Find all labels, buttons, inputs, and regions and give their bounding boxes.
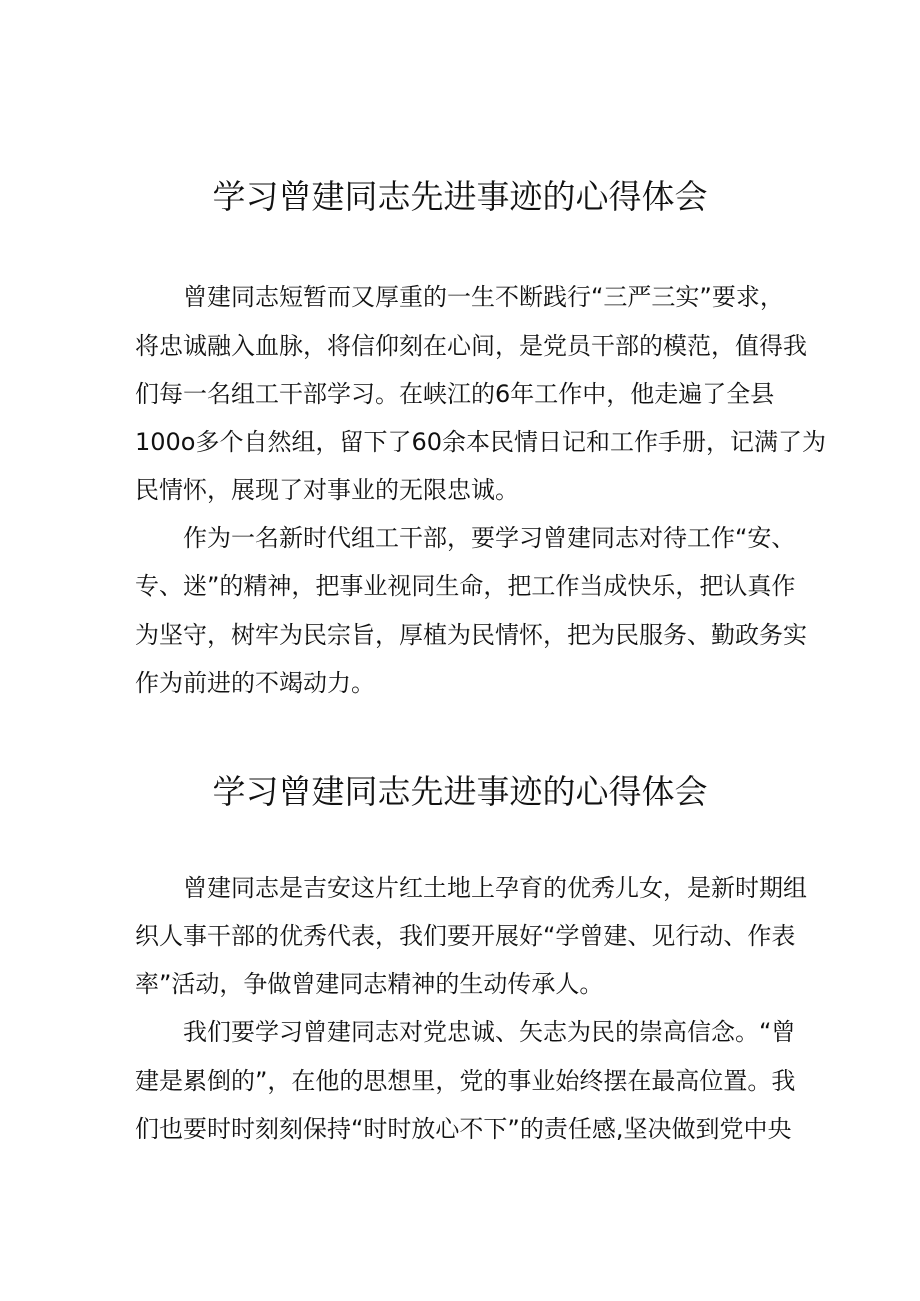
section-title-2: 学习曾建同志先进事迹的心得体会 <box>212 772 708 811</box>
paragraph-line: 100o多个自然组，留下了60余本民情日记和工作手册，记满了为 <box>135 428 827 456</box>
paragraph-line: 民情怀，展现了对事业的无限忠诚。 <box>135 476 519 504</box>
paragraph-line: 建是累倒的”，在他的思想里，党的事业始终摆在最高位置。我 <box>135 1067 796 1095</box>
paragraph-line: 专、迷”的精神，把事业视同生命，把工作当成快乐，把认真作 <box>135 572 796 600</box>
paragraph-line: 们也要时时刻刻保持“时时放心不下”的责任感,坚决做到党中央 <box>135 1115 792 1143</box>
section-title-1: 学习曾建同志先进事迹的心得体会 <box>212 177 708 216</box>
paragraph-line: 为坚守，树牢为民宗旨，厚植为民情怀，把为民服务、勤政务实 <box>135 621 807 649</box>
paragraph-line: 作为前进的不竭动力。 <box>135 669 375 697</box>
paragraph-line: 曾建同志短暂而又厚重的一生不断践行“三严三实”要求， <box>183 283 784 311</box>
paragraph-line: 率”活动，争做曾建同志精神的生动传承人。 <box>135 970 604 998</box>
paragraph-line: 作为一名新时代组工干部，要学习曾建同志对待工作“安、 <box>183 524 796 552</box>
paragraph-line: 我们要学习曾建同志对党忠诚、矢志为民的崇高信念。“曾 <box>183 1018 796 1046</box>
paragraph-line: 曾建同志是吉安这片红土地上孕育的优秀儿女，是新时期组 <box>183 874 807 902</box>
paragraph-line: 将忠诚融入血脉，将信仰刻在心间，是党员干部的模范，值得我 <box>135 332 807 360</box>
paragraph-line: 们每一名组工干部学习。在峡江的6年工作中，他走遍了全县 <box>135 380 775 408</box>
paragraph-line: 织人事干部的优秀代表，我们要开展好“学曾建、见行动、作表 <box>135 922 796 950</box>
